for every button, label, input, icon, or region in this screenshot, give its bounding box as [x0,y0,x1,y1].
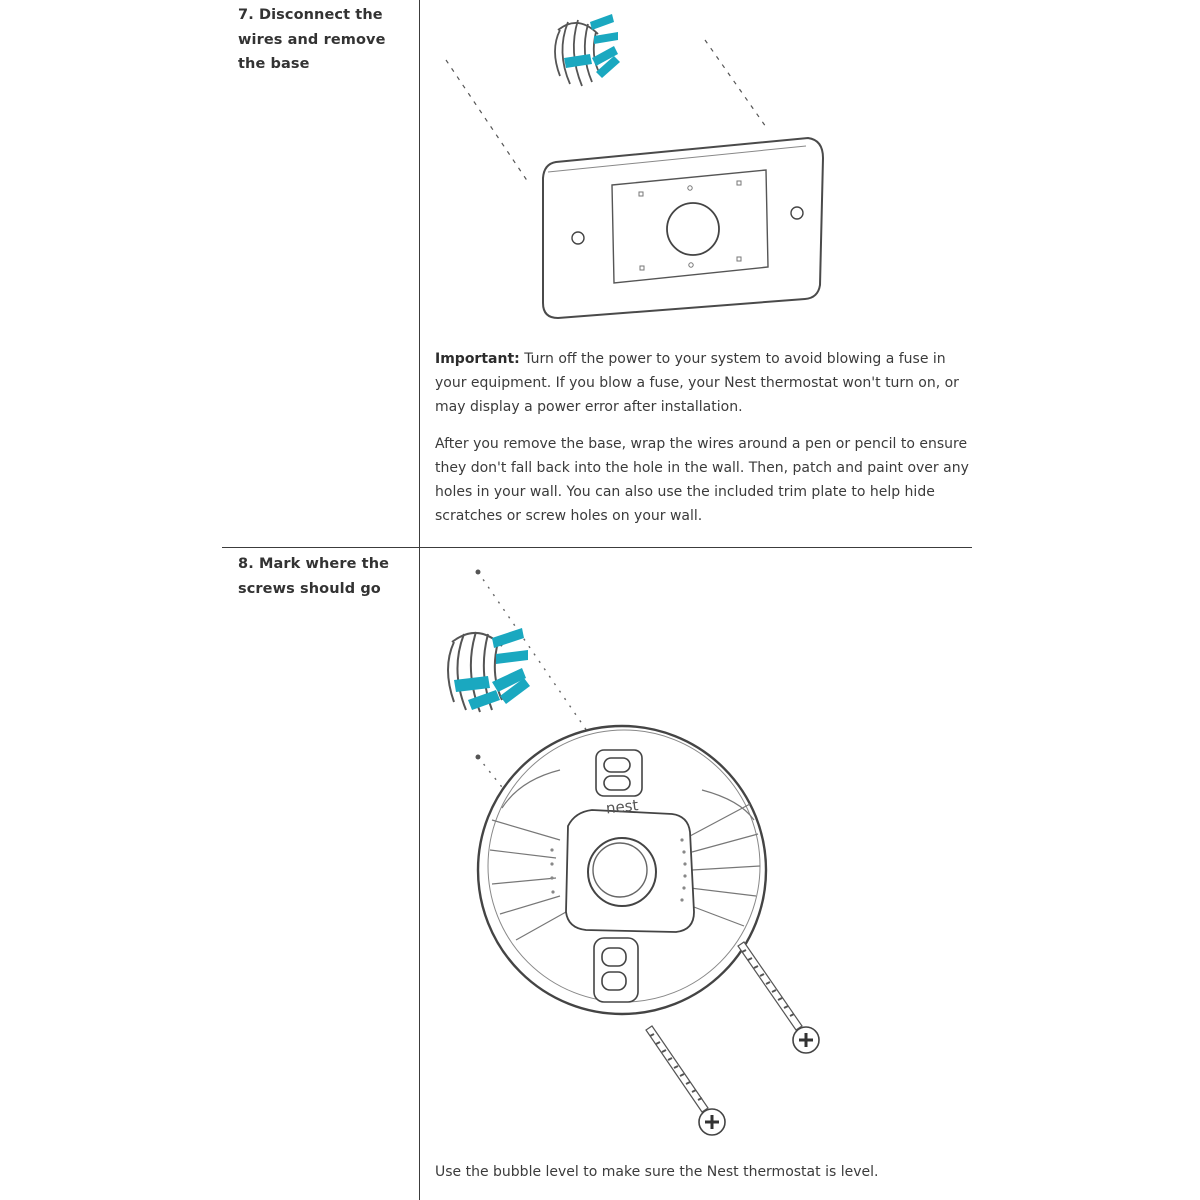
nest-base-plate-illustration [478,726,766,1014]
screw-icon [646,1026,725,1135]
wire-bundle-icon [448,628,530,712]
level-note: Use the bubble level to make sure the Nest thermostat is level. [435,1164,879,1180]
important-text: Turn off the power to your system to avoid blowing a fuse in your equipment. If you blow a fuse, your Nest thermostat won't turn on, or may display a power error after installation. [435,351,959,415]
after-removal-note: After you remove the base, wrap the wires around a pen or pencil to ensure they don't fall back into the hole in the wall. Then, patch and paint over any holes in your wall. You can also use the included trim plate to help hide scratches or screw holes on your wall. [435,436,969,524]
step-7-title: 7. Disconnect the wires and remove the base [238,7,386,72]
nest-logo: nest [605,796,640,818]
wire-bundle-icon [555,14,620,86]
step-8-title: 8. Mark where the screws should go [238,556,390,597]
old-thermostat-base-illustration [446,40,823,318]
screw-icon [738,942,819,1053]
important-label: Important: [435,351,520,367]
